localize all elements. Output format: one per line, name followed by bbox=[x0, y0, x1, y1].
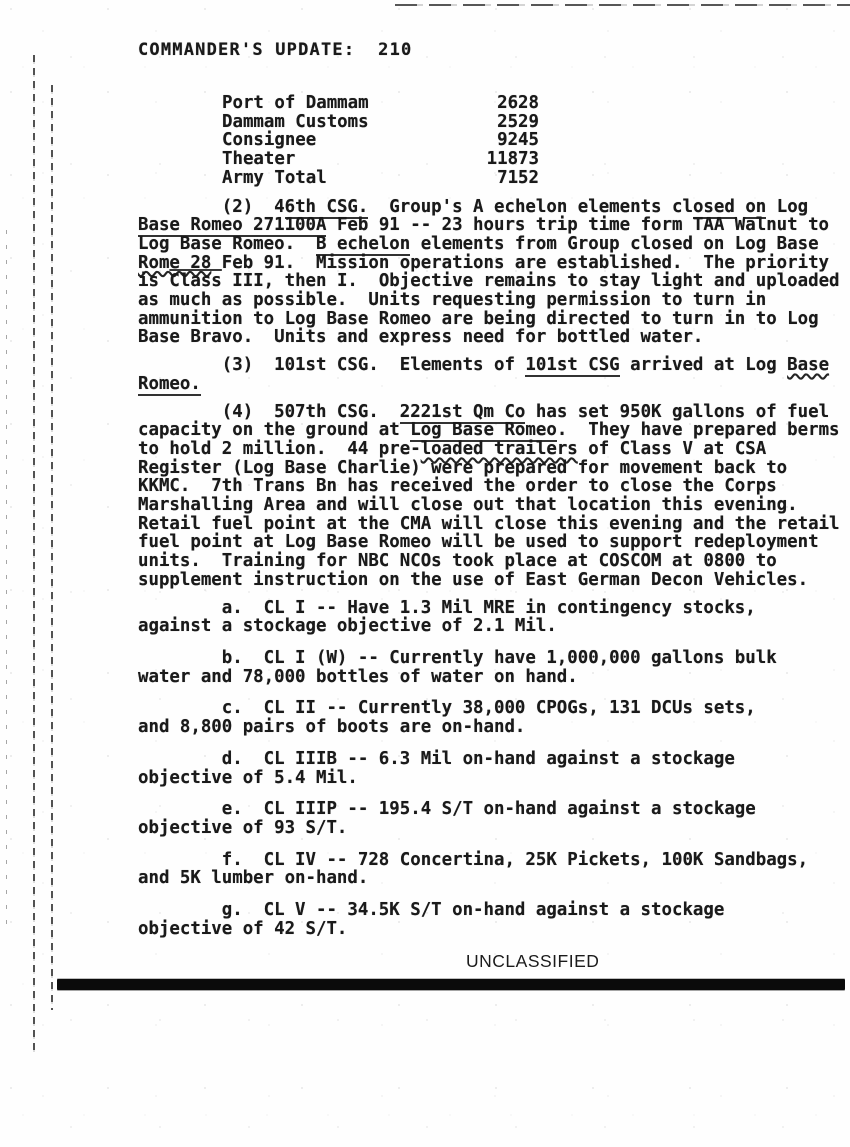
text-line bbox=[138, 198, 850, 217]
text-segment: objective of 5.4 Mil. bbox=[138, 767, 358, 788]
scan-artifact-left-line-inner bbox=[51, 85, 53, 1010]
table-row-value: 2628 bbox=[497, 93, 539, 113]
table-row-value: 11873 bbox=[486, 149, 539, 170]
text-segment: d. CL IIIB -- 6.3 Mil on-hand against a stockage bbox=[138, 748, 735, 769]
text-line bbox=[138, 800, 850, 819]
table-row-label: Port of Dammam bbox=[222, 93, 369, 113]
table-row-value: 7152 bbox=[497, 167, 539, 188]
table-row-label: Dammam Customs bbox=[222, 111, 369, 132]
text-line bbox=[138, 718, 850, 737]
paragraph-2-46th-csg bbox=[138, 198, 850, 348]
table-row-label: Army Total bbox=[222, 167, 327, 188]
text-segment: Feb 91 -- 23 hours trip time form TAA Walnut to bbox=[326, 215, 830, 236]
pen-annotated-text: loaded trailers bbox=[420, 438, 578, 459]
paragraph-4-507th-csg bbox=[138, 403, 850, 590]
redaction-bar bbox=[57, 979, 845, 990]
scan-artifact-far-left-line bbox=[6, 230, 7, 930]
text-segment: elements from Group closed on Log Base bbox=[410, 233, 819, 254]
item-f-cl-iv bbox=[138, 851, 850, 888]
text-segment: is bbox=[138, 271, 170, 292]
pen-annotated-text: on bbox=[745, 196, 767, 217]
text-line bbox=[138, 235, 850, 254]
text-segment: water and 78,000 bottles of water on hand. bbox=[138, 666, 578, 687]
text-line bbox=[138, 552, 850, 571]
item-g-cl-v bbox=[138, 901, 850, 938]
text-line bbox=[138, 310, 850, 329]
table-row bbox=[222, 113, 850, 132]
text-segment: Base Bravo. Units and express need for bottled water. bbox=[138, 327, 704, 348]
text-segment: f. CL IV -- 728 Concertina, 25K Pickets, 100K Sandbags, bbox=[138, 849, 809, 870]
text-segment: to hold 2 million. 44 pre- bbox=[138, 438, 421, 459]
item-c-cl-ii bbox=[138, 699, 850, 736]
text-line bbox=[138, 515, 850, 534]
item-d-cl-iiib bbox=[138, 750, 850, 787]
pen-annotated-text: 2221st Qm Co bbox=[399, 401, 526, 422]
document-title: COMMANDER'S UPDATE: 210 bbox=[138, 40, 413, 60]
text-segment: capacity on the ground at bbox=[138, 420, 411, 441]
text-segment: units. Training for NBC NCOs took place at COSCOM at 0800 to bbox=[138, 551, 777, 572]
document-body bbox=[138, 198, 850, 939]
text-line bbox=[138, 328, 850, 347]
pen-annotated-text: Romeo. bbox=[138, 373, 201, 394]
pen-annotated-text: 101st CSG bbox=[525, 355, 620, 376]
table-row-label: Theater bbox=[222, 149, 296, 170]
text-line bbox=[138, 617, 850, 636]
table-row-value: 2529 bbox=[497, 111, 539, 132]
text-segment: III, then I. Objective remains to stay light and uploaded bbox=[221, 271, 840, 292]
text-line bbox=[138, 571, 850, 590]
text-line bbox=[138, 649, 850, 668]
text-segment: has set 950K gallons of fuel bbox=[525, 401, 830, 422]
text-segment: as much as possible. Units requesting permission to turn in bbox=[138, 290, 767, 311]
table-row bbox=[222, 169, 850, 188]
text-segment: a. CL I -- Have 1.3 Mil MRE in contingency stocks, bbox=[138, 597, 756, 618]
text-line bbox=[138, 496, 850, 515]
item-e-cl-iiip bbox=[138, 800, 850, 837]
text-segment: Group's A echelon elements cl bbox=[368, 196, 693, 217]
text-segment: Log bbox=[766, 196, 809, 217]
text-segment: Retail fuel point at the CMA will close this evening and the retail bbox=[138, 513, 840, 534]
table-row bbox=[222, 150, 850, 169]
pen-annotated-text: B echelon bbox=[316, 233, 411, 254]
table-row-label: Consignee bbox=[222, 130, 317, 151]
text-line bbox=[138, 272, 850, 291]
text-segment: Feb 91. Mission operations are established. The priority bbox=[211, 252, 830, 273]
text-segment: supplement instruction on the use of East German Decon Vehicles. bbox=[138, 569, 809, 590]
text-segment: (4) 507th CSG. bbox=[138, 401, 400, 422]
text-line bbox=[138, 403, 850, 422]
text-line bbox=[138, 533, 850, 552]
classification-marking: UNCLASSIFIED bbox=[466, 951, 600, 971]
text-segment: Register (Log Base Charlie) were prepared for movement back to bbox=[138, 457, 788, 478]
text-line bbox=[138, 668, 850, 687]
text-segment: . They have prepared berms bbox=[556, 420, 840, 441]
document bbox=[138, 40, 850, 951]
text-line bbox=[138, 421, 850, 440]
text-segment bbox=[735, 197, 745, 217]
text-line bbox=[138, 477, 850, 496]
pen-annotated-text: Base Romeo 271100A bbox=[138, 215, 327, 236]
text-segment: and 5K lumber on-hand. bbox=[138, 868, 369, 889]
text-segment: fuel point at Log Base Romeo will be used to support redeployment bbox=[138, 532, 819, 553]
port-count-table bbox=[222, 94, 850, 188]
pen-annotated-text: Rome 28 bbox=[138, 252, 212, 273]
text-line bbox=[138, 750, 850, 769]
text-segment: KKMC. 7th Trans Bn has received the order to close the Corps bbox=[138, 476, 777, 497]
pen-annotated-text: Class bbox=[169, 271, 222, 292]
text-segment: Log Base Romeo. bbox=[138, 233, 316, 254]
item-b-cl-i-w bbox=[138, 649, 850, 686]
text-line bbox=[138, 599, 850, 618]
text-line bbox=[138, 869, 850, 888]
text-segment: c. CL II -- Currently 38,000 CPOGs, 131 DCUs sets, bbox=[138, 698, 756, 719]
text-segment: e. CL IIIP -- 195.4 S/T on-hand against a stockage bbox=[138, 799, 756, 820]
table-row bbox=[222, 94, 850, 113]
scan-artifact-top-edge-line bbox=[395, 4, 850, 6]
text-line bbox=[138, 459, 850, 478]
text-line bbox=[138, 254, 850, 273]
text-segment: and 8,800 pairs of boots are on-hand. bbox=[138, 717, 526, 738]
text-segment: (2) 4 bbox=[138, 196, 285, 217]
text-line bbox=[138, 291, 850, 310]
text-segment: (3) 101st CSG. Elements of bbox=[138, 355, 526, 376]
text-segment: against a stockage objective of 2.1 Mil. bbox=[138, 616, 557, 637]
text-segment: of Class V at CSA bbox=[577, 438, 767, 459]
item-a-cl-i bbox=[138, 599, 850, 636]
text-line bbox=[138, 375, 850, 394]
text-line bbox=[138, 216, 850, 235]
text-line bbox=[138, 920, 850, 939]
pen-annotated-text: 6th CSG. bbox=[284, 196, 369, 217]
pen-annotated-text: Base bbox=[787, 355, 830, 376]
text-segment: arrived at Log bbox=[619, 355, 788, 376]
text-segment: Marshalling Area and will close out that location this evening. bbox=[138, 495, 798, 516]
scan-artifact-left-line-outer bbox=[33, 55, 35, 1055]
text-segment: g. CL V -- 34.5K S/T on-hand against a stockage bbox=[138, 900, 725, 921]
text-line bbox=[138, 699, 850, 718]
text-segment: objective of 42 S/T. bbox=[138, 918, 348, 939]
table-row-value: 9245 bbox=[497, 130, 539, 151]
pen-annotated-text: osed bbox=[692, 196, 735, 217]
text-line bbox=[138, 440, 850, 459]
text-line bbox=[138, 356, 850, 375]
text-segment: objective of 93 S/T. bbox=[138, 817, 348, 838]
text-segment: ammunition to Log Base Romeo are being directed to turn in to Log bbox=[138, 308, 819, 329]
text-line bbox=[138, 901, 850, 920]
paragraph-3-101st-csg bbox=[138, 356, 850, 393]
text-segment: b. CL I (W) -- Currently have 1,000,000 gallons bulk bbox=[138, 647, 777, 668]
table-row bbox=[222, 131, 850, 150]
text-line bbox=[138, 851, 850, 870]
text-line bbox=[138, 769, 850, 788]
text-line bbox=[138, 819, 850, 838]
pen-annotated-text: Log Base Romeo bbox=[410, 420, 557, 441]
